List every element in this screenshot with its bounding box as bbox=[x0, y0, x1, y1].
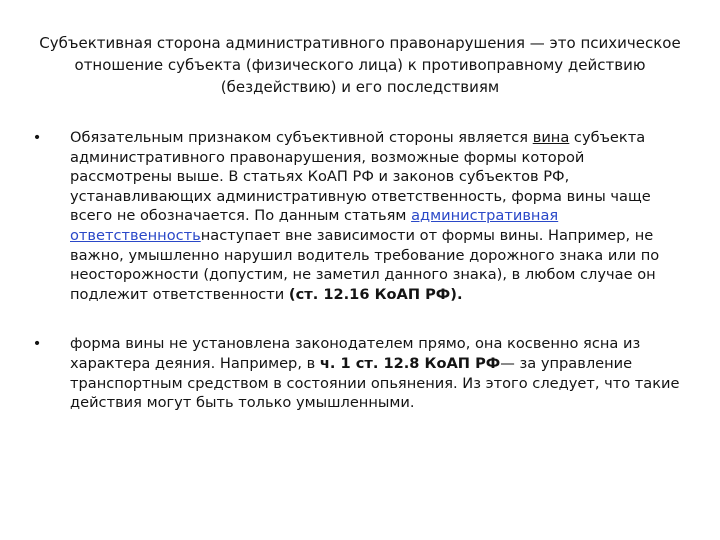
bullet-text: — за управление транспортным средством в состоянии опьянения. Из этого следует, что такие действия могут быть только умышленными. bbox=[70, 354, 680, 412]
slide-title bbox=[32, 32, 688, 98]
vina-term: вина bbox=[532, 129, 570, 146]
bullet-text: форма вины не установлена законодателем прямо, она косвенно ясна из характера деяния. Например, в bbox=[70, 335, 641, 372]
administrative-responsibility-link[interactable]: административная ответственность bbox=[70, 207, 559, 244]
list-item bbox=[30, 334, 690, 412]
title-rest: административного правонарушения — это психическое отношение субъекта (физического лица) к противоправному действию (бездействию) и его последствиям bbox=[74, 34, 681, 96]
title-lead: Субъективная сторона bbox=[39, 34, 221, 52]
bullet-marker: • bbox=[32, 335, 42, 353]
law-reference: ч. 1 ст. 12.8 КоАП РФ bbox=[319, 354, 501, 372]
bullet-marker: • bbox=[32, 129, 42, 146]
bullet-text: наступает вне зависимости от формы вины. Например, не важно, умышленно нарушил водитель требование дорожного знака или по неосторожности (допустим, не заметил данного знака), в любом случае он подлежит ответственности bbox=[70, 226, 660, 303]
bullet-text: Обязательным признаком субъективной стороны является bbox=[70, 129, 533, 146]
list-item bbox=[30, 128, 690, 304]
law-reference: (ст. 12.16 КоАП РФ). bbox=[288, 285, 463, 303]
bullet-text: субъекта административного правонарушения, возможные формы которой рассмотрены выше. В статьях КоАП РФ и законов субъектов РФ, устанавливающих административную ответственность, форма вины чаще всего не обозначается. По данным статьям bbox=[70, 129, 651, 225]
bullet-list bbox=[30, 128, 690, 413]
